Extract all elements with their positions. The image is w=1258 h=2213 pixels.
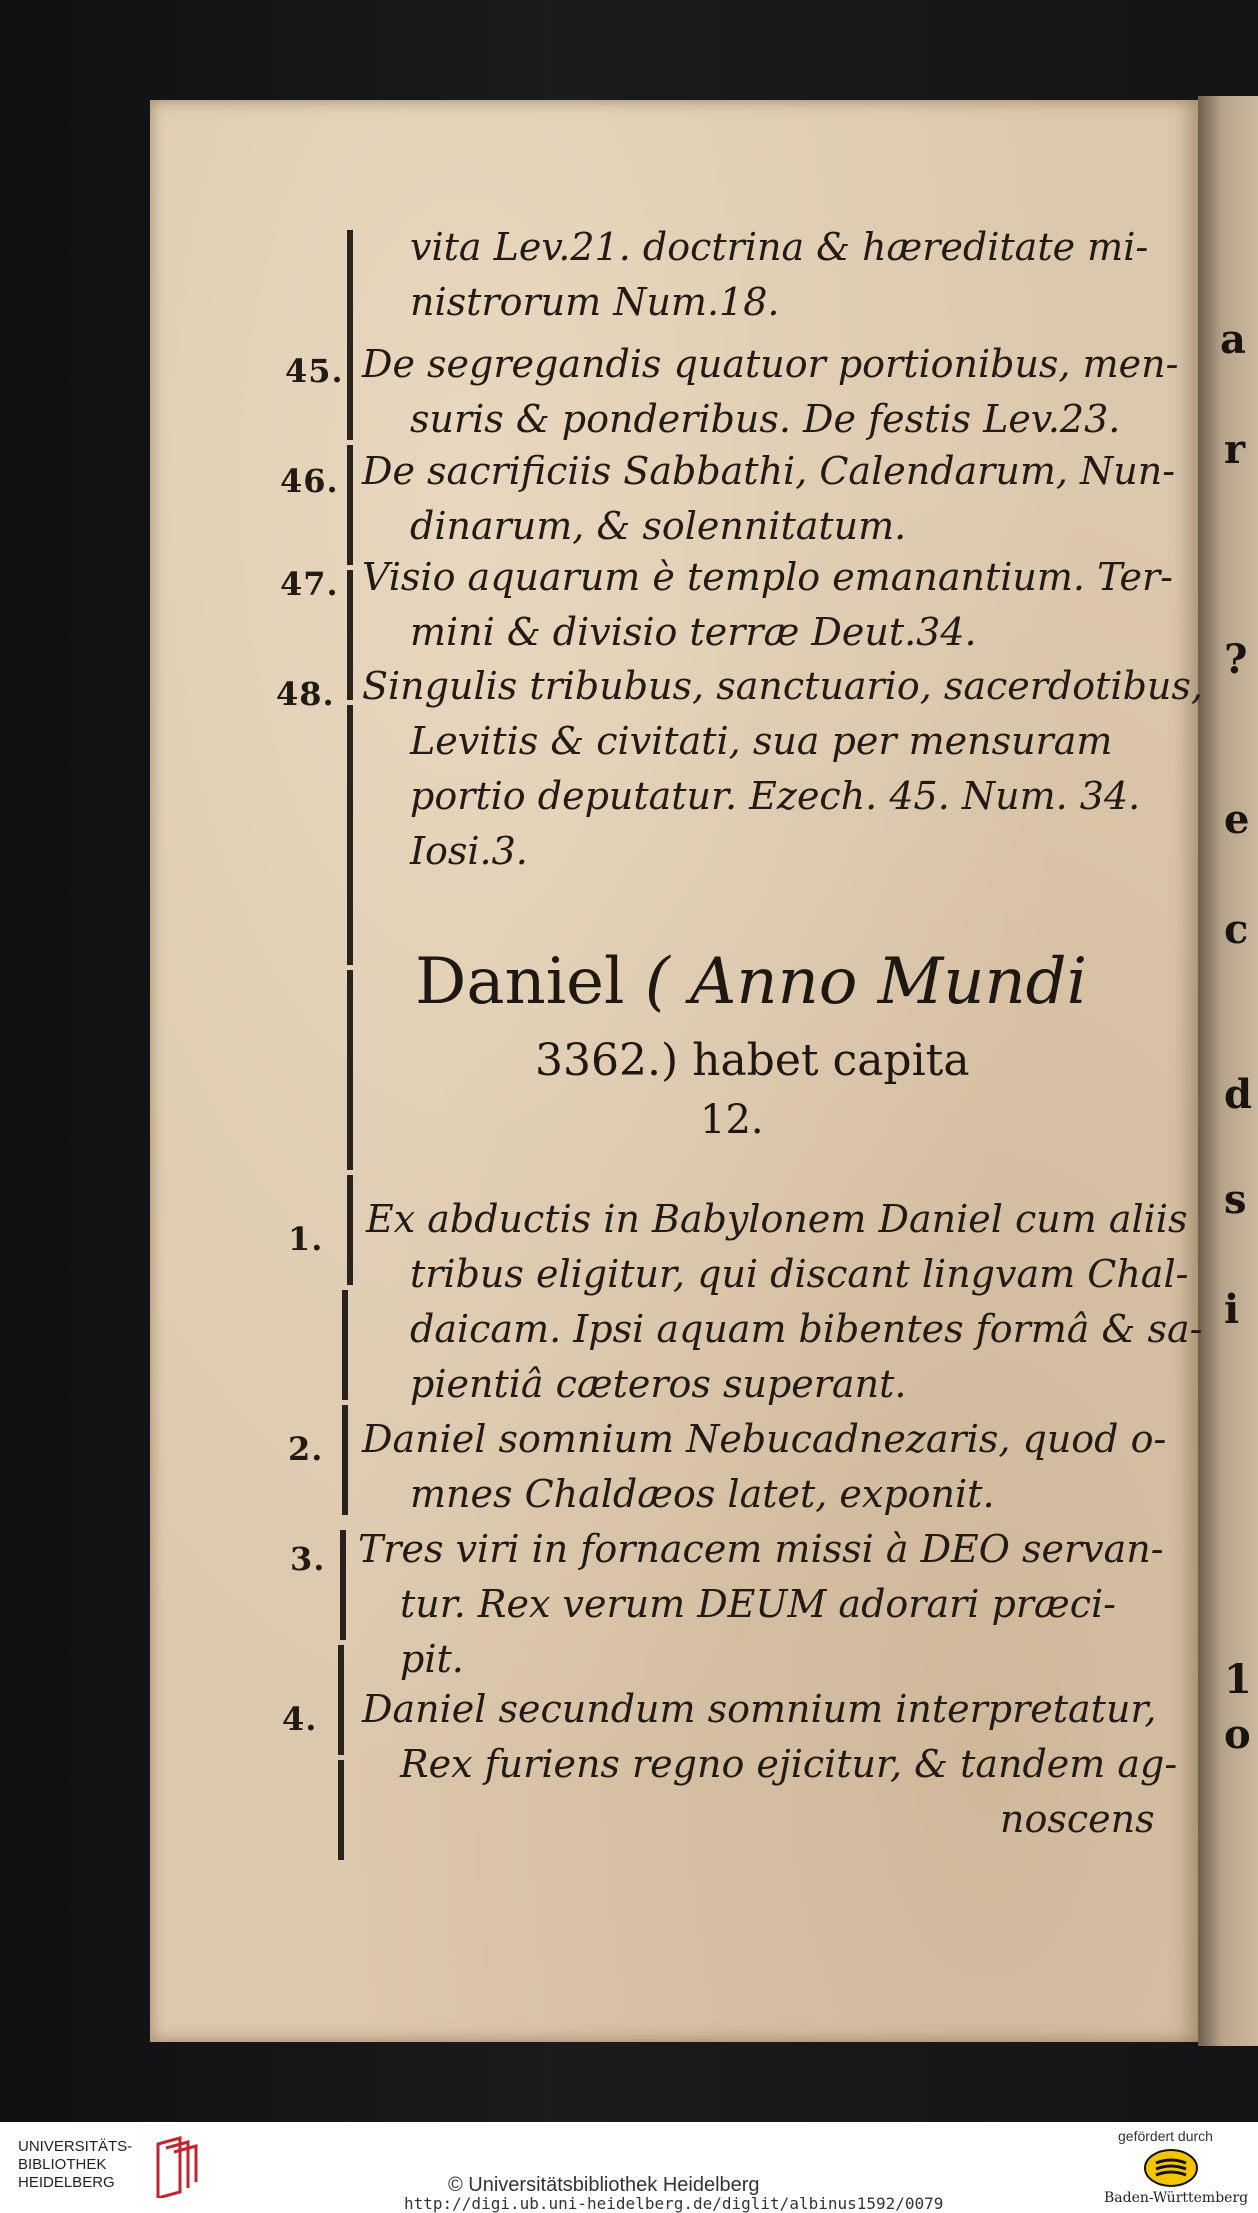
chapter-text-line: tribus eligitur, qui discant lingvam Chal- — [410, 1252, 1189, 1296]
facing-page-fragment: r — [1224, 426, 1246, 473]
library-name-line: UNIVERSITÄTS- — [18, 2138, 133, 2155]
chapter-text-line: Ex abductis in Babylonem Daniel cum aliis — [366, 1197, 1188, 1241]
chapter-text-line: daicam. Ipsi aquam bibentes formâ & sa- — [410, 1307, 1203, 1351]
entry-number: 46. — [280, 462, 339, 500]
library-name-line: HEIDELBERG — [18, 2174, 115, 2191]
entry-text-line: nistrorum Num.18. — [410, 280, 780, 324]
chapter-text-line: noscens — [1000, 1797, 1155, 1841]
entry-text-line: dinarum, & solennitatum. — [410, 504, 907, 548]
chapter-text-line: Tres viri in fornacem missi à DEO servan- — [358, 1527, 1164, 1571]
entry-text-line: Singulis tribubus, sanctuario, sacerdotibus, — [362, 664, 1203, 708]
entry-text-line: De segregandis quatuor portionibus, men- — [362, 342, 1179, 386]
facing-page-fragment: c — [1224, 906, 1249, 953]
section-subheading: 3362.) habet capita — [535, 1035, 970, 1086]
chapter-number: 2. — [288, 1430, 324, 1468]
chapter-text-line: pit. — [400, 1637, 464, 1681]
facing-page-fragment: a — [1220, 316, 1246, 363]
margin-rule — [347, 705, 353, 965]
entry-text-line: suris & ponderibus. De festis Lev.23. — [410, 397, 1121, 441]
facing-page-fragment: d — [1224, 1071, 1252, 1118]
margin-rule — [340, 1530, 346, 1640]
facing-page-fragment: o — [1224, 1711, 1251, 1758]
facing-page-fragment: e — [1224, 796, 1250, 843]
margin-rule — [347, 570, 353, 700]
chapter-text-line: Rex furiens regno ejicitur, & tandem ag- — [400, 1742, 1178, 1786]
sponsor-label: gefördert durch — [1118, 2128, 1213, 2144]
entry-text-line: vita Lev.21. doctrina & hæreditate mi- — [410, 225, 1149, 269]
margin-rule — [347, 445, 353, 565]
margin-rule — [342, 1405, 348, 1515]
margin-rule — [347, 970, 353, 1170]
chapter-text-line: pientiâ cæteros superant. — [410, 1362, 907, 1406]
margin-rule — [338, 1645, 344, 1755]
entry-number: 45. — [285, 352, 344, 390]
facing-page-edge — [1198, 96, 1258, 2046]
copyright-text: © Universitätsbibliothek Heidelberg — [448, 2174, 760, 2196]
entry-number: 48. — [276, 675, 335, 713]
section-title-italic: ( Anno Mundi — [644, 945, 1088, 1019]
facing-page-fragment: ? — [1224, 636, 1248, 683]
facing-page-fragment: 1 — [1224, 1656, 1252, 1703]
entry-text-line: Iosi.3. — [410, 829, 528, 873]
margin-rule — [342, 1290, 348, 1400]
chapter-count: 12. — [700, 1097, 764, 1143]
library-logo-icon — [150, 2134, 202, 2198]
chapter-number: 1. — [288, 1220, 324, 1258]
margin-rule — [347, 1175, 353, 1285]
entry-number: 47. — [280, 565, 339, 603]
margin-rule — [347, 230, 353, 440]
entry-text-line: De sacrificiis Sabbathi, Calendarum, Nun- — [362, 449, 1176, 493]
chapter-number: 4. — [282, 1700, 318, 1738]
facing-page-fragment: i — [1224, 1286, 1240, 1333]
viewer-footer — [0, 2122, 1258, 2213]
chapter-text-line: Daniel secundum somnium interpretatur, — [362, 1687, 1157, 1731]
chapter-text-line: mnes Chaldæos latet, exponit. — [410, 1472, 995, 1516]
facing-page-fragment: s — [1224, 1176, 1247, 1223]
library-name-line: BIBLIOTHEK — [18, 2156, 107, 2173]
chapter-text-line: Daniel somnium Nebucadnezaris, quod o- — [362, 1417, 1167, 1461]
section-title: Daniel — [415, 945, 625, 1019]
entry-text-line: Visio aquarum è templo emanantium. Ter- — [362, 555, 1173, 599]
margin-rule — [338, 1760, 344, 1860]
permalink[interactable]: http://digi.ub.uni-heidelberg.de/diglit/albinus1592/0079 — [404, 2194, 944, 2213]
chapter-number: 3. — [290, 1540, 326, 1578]
entry-text-line: portio deputatur. Ezech. 45. Num. 34. — [410, 774, 1141, 818]
entry-text-line: mini & divisio terræ Deut.34. — [410, 610, 977, 654]
chapter-text-line: tur. Rex verum DEUM adorari præci- — [400, 1582, 1116, 1626]
section-heading — [415, 945, 1087, 1019]
sponsor-name: Baden-Württemberg — [1104, 2190, 1249, 2206]
state-coat-of-arms-icon — [1142, 2148, 1200, 2188]
entry-text-line: Levitis & civitati, sua per mensuram — [410, 719, 1113, 763]
library-name — [18, 2138, 158, 2192]
